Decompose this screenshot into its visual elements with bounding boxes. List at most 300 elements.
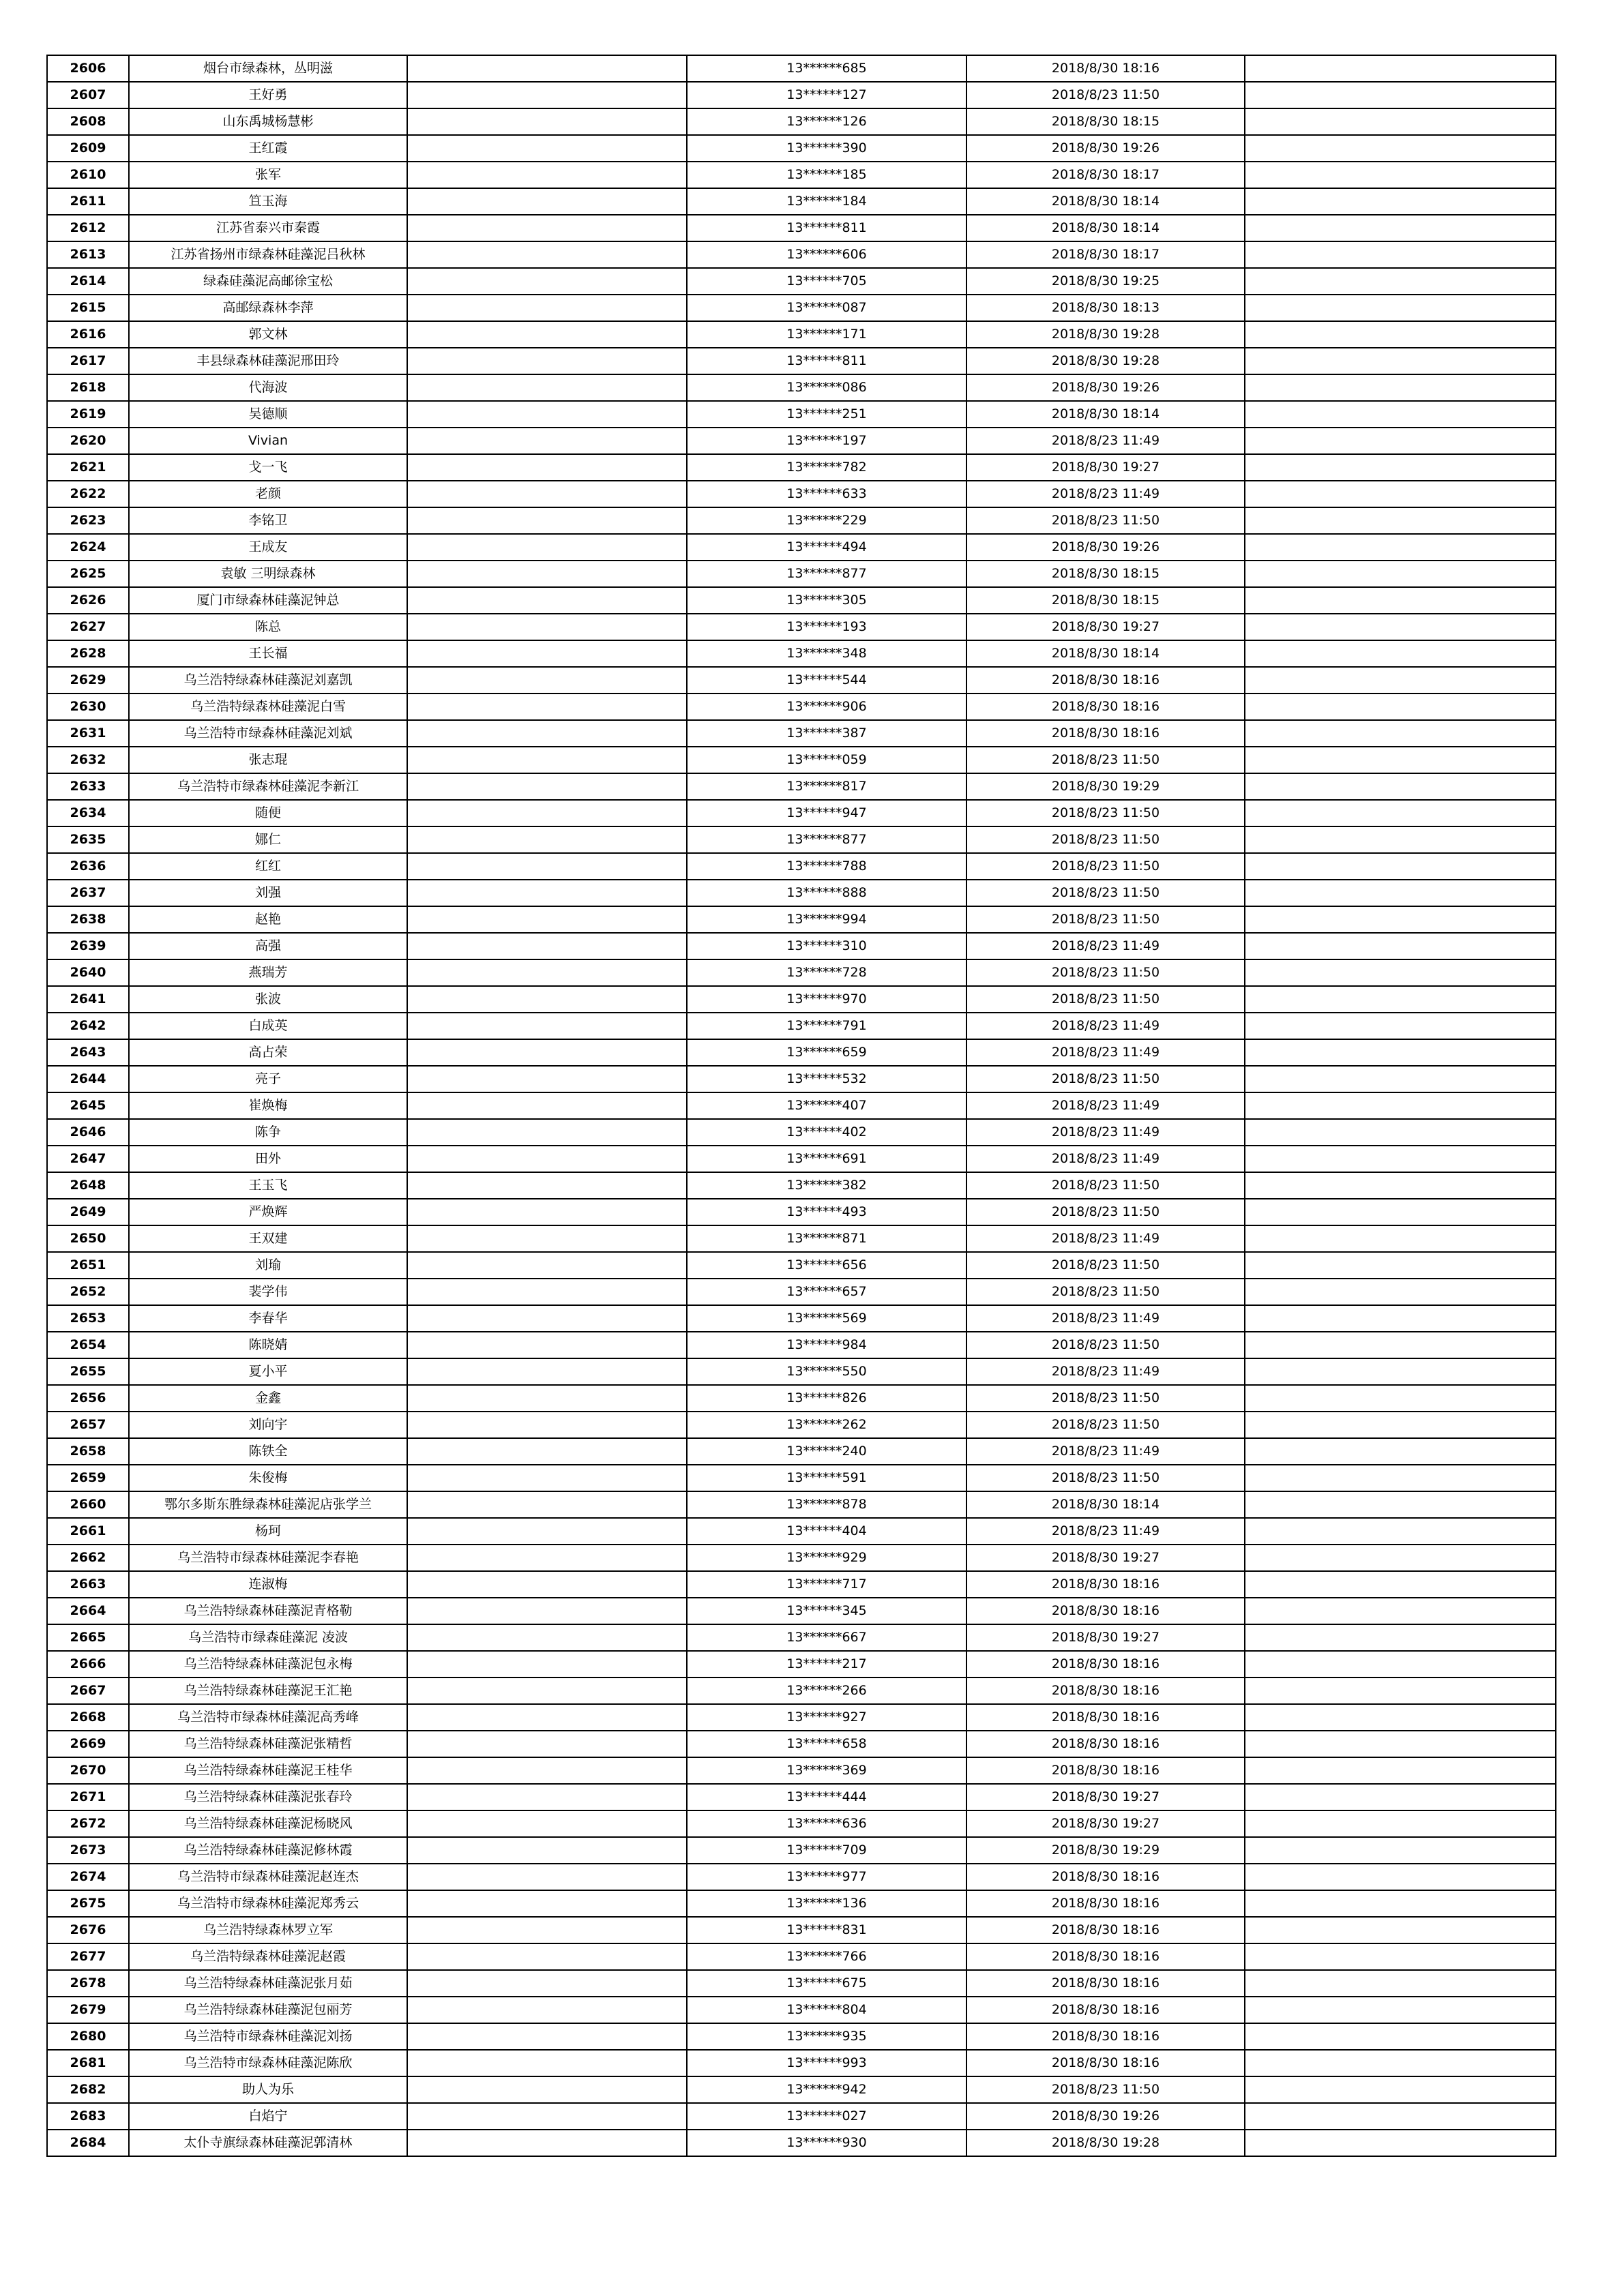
- row-number-cell: 2662: [47, 1545, 129, 1571]
- empty-cell: [1245, 1943, 1556, 1970]
- time-cell: 2018/8/30 18:14: [966, 1491, 1245, 1518]
- empty-cell: [1245, 1039, 1556, 1066]
- row-number-cell: 2682: [47, 2076, 129, 2103]
- empty-cell: [1245, 162, 1556, 188]
- time-cell: 2018/8/30 18:17: [966, 162, 1245, 188]
- time-cell: 2018/8/23 11:49: [966, 1039, 1245, 1066]
- phone-cell: 13******766: [687, 1943, 966, 1970]
- phone-cell: 13******709: [687, 1837, 966, 1864]
- table-row: [47, 321, 1556, 348]
- row-number-cell: 2606: [47, 55, 129, 82]
- name-cell: 陈铁全: [129, 1438, 407, 1465]
- empty-cell: [1245, 1864, 1556, 1890]
- empty-cell: [1245, 1225, 1556, 1252]
- name-cell: 陈总: [129, 614, 407, 640]
- name-cell: 乌兰浩特绿森林硅藻泥包永梅: [129, 1651, 407, 1678]
- phone-cell: 13******717: [687, 1571, 966, 1598]
- table-row: [47, 1199, 1556, 1225]
- row-number-cell: 2614: [47, 268, 129, 295]
- name-cell: 乌兰浩特绿森林硅藻泥赵霞: [129, 1943, 407, 1970]
- phone-cell: 13******444: [687, 1784, 966, 1810]
- empty-cell: [1245, 374, 1556, 401]
- time-cell: 2018/8/30 18:16: [966, 1970, 1245, 1997]
- empty-cell: [1245, 1810, 1556, 1837]
- row-number-cell: 2652: [47, 1279, 129, 1305]
- empty-cell: [407, 773, 687, 800]
- empty-cell: [407, 986, 687, 1013]
- table-row: [47, 1518, 1556, 1545]
- row-number-cell: 2647: [47, 1146, 129, 1172]
- empty-cell: [407, 2076, 687, 2103]
- empty-cell: [1245, 1438, 1556, 1465]
- name-cell: 王玉飞: [129, 1172, 407, 1199]
- empty-cell: [407, 1013, 687, 1039]
- time-cell: 2018/8/23 11:50: [966, 1252, 1245, 1279]
- empty-cell: [407, 1864, 687, 1890]
- row-number-cell: 2681: [47, 2050, 129, 2076]
- empty-cell: [407, 1491, 687, 1518]
- empty-cell: [407, 1678, 687, 1704]
- phone-cell: 13******171: [687, 321, 966, 348]
- table-row: [47, 826, 1556, 853]
- row-number-cell: 2637: [47, 880, 129, 906]
- row-number-cell: 2615: [47, 295, 129, 321]
- time-cell: 2018/8/30 19:29: [966, 773, 1245, 800]
- phone-cell: 13******532: [687, 1066, 966, 1092]
- empty-cell: [407, 1704, 687, 1731]
- phone-cell: 13******127: [687, 82, 966, 108]
- row-number-cell: 2618: [47, 374, 129, 401]
- time-cell: 2018/8/23 11:49: [966, 1225, 1245, 1252]
- row-number-cell: 2625: [47, 561, 129, 587]
- row-number-cell: 2679: [47, 1997, 129, 2023]
- table-row: [47, 188, 1556, 215]
- row-number-cell: 2663: [47, 1571, 129, 1598]
- time-cell: 2018/8/23 11:50: [966, 826, 1245, 853]
- empty-cell: [1245, 534, 1556, 561]
- empty-cell: [1245, 906, 1556, 933]
- name-cell: 高强: [129, 933, 407, 959]
- name-cell: 裴学伟: [129, 1279, 407, 1305]
- name-cell: 陈争: [129, 1119, 407, 1146]
- row-number-cell: 2657: [47, 1412, 129, 1438]
- phone-cell: 13******877: [687, 561, 966, 587]
- phone-cell: 13******691: [687, 1146, 966, 1172]
- name-cell: 杨珂: [129, 1518, 407, 1545]
- time-cell: 2018/8/30 18:15: [966, 561, 1245, 587]
- row-number-cell: 2669: [47, 1731, 129, 1757]
- name-cell: 乌兰浩特市绿森林硅藻泥郑秀云: [129, 1890, 407, 1917]
- empty-cell: [407, 1784, 687, 1810]
- table-row: [47, 1491, 1556, 1518]
- empty-cell: [407, 614, 687, 640]
- name-cell: 夏小平: [129, 1358, 407, 1385]
- row-number-cell: 2671: [47, 1784, 129, 1810]
- table-row: [47, 1172, 1556, 1199]
- time-cell: 2018/8/30 19:25: [966, 268, 1245, 295]
- table-row: [47, 401, 1556, 428]
- time-cell: 2018/8/30 18:16: [966, 1997, 1245, 2023]
- empty-cell: [1245, 1731, 1556, 1757]
- name-cell: 王长福: [129, 640, 407, 667]
- phone-cell: 13******493: [687, 1199, 966, 1225]
- phone-cell: 13******305: [687, 587, 966, 614]
- empty-cell: [407, 1438, 687, 1465]
- time-cell: 2018/8/30 18:16: [966, 667, 1245, 694]
- empty-cell: [407, 667, 687, 694]
- name-cell: 吴德顺: [129, 401, 407, 428]
- name-cell: 连淑梅: [129, 1571, 407, 1598]
- phone-cell: 13******402: [687, 1119, 966, 1146]
- table-row: [47, 2130, 1556, 2156]
- phone-cell: 13******930: [687, 2130, 966, 2156]
- empty-cell: [1245, 1013, 1556, 1039]
- name-cell: 严焕辉: [129, 1199, 407, 1225]
- row-number-cell: 2664: [47, 1598, 129, 1624]
- empty-cell: [1245, 428, 1556, 454]
- name-cell: 乌兰浩特绿森林硅藻泥张春玲: [129, 1784, 407, 1810]
- time-cell: 2018/8/23 11:50: [966, 507, 1245, 534]
- row-number-cell: 2655: [47, 1358, 129, 1385]
- name-cell: 太仆寺旗绿森林硅藻泥郭清林: [129, 2130, 407, 2156]
- empty-cell: [407, 1598, 687, 1624]
- table-row: [47, 1066, 1556, 1092]
- time-cell: 2018/8/23 11:50: [966, 986, 1245, 1013]
- phone-cell: 13******656: [687, 1252, 966, 1279]
- time-cell: 2018/8/23 11:49: [966, 1358, 1245, 1385]
- records-table: [46, 55, 1556, 2157]
- empty-cell: [407, 1545, 687, 1571]
- empty-cell: [1245, 1119, 1556, 1146]
- empty-cell: [407, 1119, 687, 1146]
- row-number-cell: 2661: [47, 1518, 129, 1545]
- row-number-cell: 2617: [47, 348, 129, 374]
- table-row: [47, 1970, 1556, 1997]
- empty-cell: [407, 1332, 687, 1358]
- empty-cell: [1245, 1252, 1556, 1279]
- time-cell: 2018/8/30 18:14: [966, 188, 1245, 215]
- empty-cell: [1245, 1545, 1556, 1571]
- time-cell: 2018/8/30 18:16: [966, 1678, 1245, 1704]
- name-cell: 戈一飞: [129, 454, 407, 481]
- row-number-cell: 2629: [47, 667, 129, 694]
- empty-cell: [1245, 1491, 1556, 1518]
- time-cell: 2018/8/30 18:16: [966, 1598, 1245, 1624]
- row-number-cell: 2620: [47, 428, 129, 454]
- row-number-cell: 2640: [47, 959, 129, 986]
- empty-cell: [1245, 1199, 1556, 1225]
- row-number-cell: 2650: [47, 1225, 129, 1252]
- table-row: [47, 241, 1556, 268]
- name-cell: 赵艳: [129, 906, 407, 933]
- empty-cell: [1245, 1465, 1556, 1491]
- row-number-cell: 2660: [47, 1491, 129, 1518]
- time-cell: 2018/8/30 19:28: [966, 2130, 1245, 2156]
- row-number-cell: 2656: [47, 1385, 129, 1412]
- empty-cell: [1245, 773, 1556, 800]
- time-cell: 2018/8/30 18:16: [966, 1890, 1245, 1917]
- empty-cell: [1245, 986, 1556, 1013]
- name-cell: 亮子: [129, 1066, 407, 1092]
- table-row: [47, 1332, 1556, 1358]
- time-cell: 2018/8/30 18:16: [966, 2023, 1245, 2050]
- empty-cell: [1245, 826, 1556, 853]
- time-cell: 2018/8/23 11:50: [966, 1172, 1245, 1199]
- empty-cell: [407, 1146, 687, 1172]
- phone-cell: 13******657: [687, 1279, 966, 1305]
- phone-cell: 13******185: [687, 162, 966, 188]
- time-cell: 2018/8/30 18:15: [966, 587, 1245, 614]
- empty-cell: [407, 1571, 687, 1598]
- empty-cell: [1245, 1598, 1556, 1624]
- row-number-cell: 2667: [47, 1678, 129, 1704]
- empty-cell: [1245, 1757, 1556, 1784]
- row-number-cell: 2668: [47, 1704, 129, 1731]
- empty-cell: [1245, 1146, 1556, 1172]
- empty-cell: [407, 1890, 687, 1917]
- phone-cell: 13******348: [687, 640, 966, 667]
- row-number-cell: 2684: [47, 2130, 129, 2156]
- phone-cell: 13******310: [687, 933, 966, 959]
- phone-cell: 13******369: [687, 1757, 966, 1784]
- empty-cell: [1245, 295, 1556, 321]
- name-cell: 乌兰浩特市绿森林硅藻泥刘斌: [129, 720, 407, 747]
- row-number-cell: 2683: [47, 2103, 129, 2130]
- row-number-cell: 2632: [47, 747, 129, 773]
- phone-cell: 13******811: [687, 348, 966, 374]
- empty-cell: [407, 800, 687, 826]
- time-cell: 2018/8/30 18:16: [966, 1943, 1245, 1970]
- phone-cell: 13******831: [687, 1917, 966, 1943]
- empty-cell: [407, 268, 687, 295]
- empty-cell: [1245, 1305, 1556, 1332]
- table-row: [47, 374, 1556, 401]
- name-cell: 红红: [129, 853, 407, 880]
- phone-cell: 13******126: [687, 108, 966, 135]
- row-number-cell: 2627: [47, 614, 129, 640]
- empty-cell: [407, 241, 687, 268]
- phone-cell: 13******658: [687, 1731, 966, 1757]
- row-number-cell: 2638: [47, 906, 129, 933]
- empty-cell: [1245, 481, 1556, 507]
- time-cell: 2018/8/30 18:16: [966, 55, 1245, 82]
- row-number-cell: 2623: [47, 507, 129, 534]
- table-row: [47, 1864, 1556, 1890]
- records-table-body: [47, 55, 1556, 2156]
- name-cell: 江苏省扬州市绿森林硅藻泥吕秋林: [129, 241, 407, 268]
- time-cell: 2018/8/23 11:49: [966, 481, 1245, 507]
- empty-cell: [407, 534, 687, 561]
- time-cell: 2018/8/30 19:27: [966, 614, 1245, 640]
- table-row: [47, 1438, 1556, 1465]
- phone-cell: 13******569: [687, 1305, 966, 1332]
- time-cell: 2018/8/23 11:50: [966, 82, 1245, 108]
- time-cell: 2018/8/30 19:27: [966, 1810, 1245, 1837]
- empty-cell: [407, 561, 687, 587]
- time-cell: 2018/8/30 18:16: [966, 1757, 1245, 1784]
- name-cell: 乌兰浩特绿森林硅藻泥张月茹: [129, 1970, 407, 1997]
- name-cell: 乌兰浩特绿森林硅藻泥王桂华: [129, 1757, 407, 1784]
- time-cell: 2018/8/23 11:49: [966, 1013, 1245, 1039]
- time-cell: 2018/8/23 11:50: [966, 1279, 1245, 1305]
- phone-cell: 13******826: [687, 1385, 966, 1412]
- empty-cell: [1245, 268, 1556, 295]
- empty-cell: [407, 1810, 687, 1837]
- time-cell: 2018/8/30 18:14: [966, 215, 1245, 241]
- empty-cell: [1245, 1890, 1556, 1917]
- name-cell: 乌兰浩特市绿森林硅藻泥李春艳: [129, 1545, 407, 1571]
- phone-cell: 13******927: [687, 1704, 966, 1731]
- empty-cell: [407, 2130, 687, 2156]
- table-row: [47, 1013, 1556, 1039]
- row-number-cell: 2609: [47, 135, 129, 162]
- table-row: [47, 481, 1556, 507]
- phone-cell: 13******262: [687, 1412, 966, 1438]
- table-row: [47, 694, 1556, 720]
- phone-cell: 13******136: [687, 1890, 966, 1917]
- phone-cell: 13******390: [687, 135, 966, 162]
- table-row: [47, 1837, 1556, 1864]
- row-number-cell: 2665: [47, 1624, 129, 1651]
- table-row: [47, 135, 1556, 162]
- table-row: [47, 1943, 1556, 1970]
- phone-cell: 13******811: [687, 215, 966, 241]
- phone-cell: 13******675: [687, 1970, 966, 1997]
- empty-cell: [1245, 880, 1556, 906]
- table-row: [47, 2103, 1556, 2130]
- empty-cell: [407, 1092, 687, 1119]
- empty-cell: [407, 933, 687, 959]
- phone-cell: 13******087: [687, 295, 966, 321]
- table-row: [47, 55, 1556, 82]
- time-cell: 2018/8/30 19:27: [966, 1624, 1245, 1651]
- phone-cell: 13******086: [687, 374, 966, 401]
- empty-cell: [1245, 454, 1556, 481]
- name-cell: 乌兰浩特市绿森林硅藻泥高秀峰: [129, 1704, 407, 1731]
- empty-cell: [1245, 1624, 1556, 1651]
- empty-cell: [1245, 135, 1556, 162]
- name-cell: 白成英: [129, 1013, 407, 1039]
- empty-cell: [1245, 2076, 1556, 2103]
- empty-cell: [407, 1651, 687, 1678]
- name-cell: 乌兰浩特市绿森林硅藻泥李新江: [129, 773, 407, 800]
- row-number-cell: 2643: [47, 1039, 129, 1066]
- table-row: [47, 1412, 1556, 1438]
- empty-cell: [1245, 2103, 1556, 2130]
- empty-cell: [1245, 587, 1556, 614]
- name-cell: 李铭卫: [129, 507, 407, 534]
- row-number-cell: 2611: [47, 188, 129, 215]
- table-row: [47, 1997, 1556, 2023]
- empty-cell: [407, 1039, 687, 1066]
- empty-cell: [1245, 561, 1556, 587]
- phone-cell: 13******788: [687, 853, 966, 880]
- name-cell: 高邮绿森林李萍: [129, 295, 407, 321]
- table-row: [47, 1146, 1556, 1172]
- empty-cell: [407, 694, 687, 720]
- time-cell: 2018/8/23 11:50: [966, 1066, 1245, 1092]
- row-number-cell: 2633: [47, 773, 129, 800]
- name-cell: 乌兰浩特绿森林硅藻泥白雪: [129, 694, 407, 720]
- row-number-cell: 2635: [47, 826, 129, 853]
- phone-cell: 13******685: [687, 55, 966, 82]
- empty-cell: [407, 1358, 687, 1385]
- empty-cell: [407, 747, 687, 773]
- row-number-cell: 2649: [47, 1199, 129, 1225]
- time-cell: 2018/8/30 18:16: [966, 1704, 1245, 1731]
- empty-cell: [407, 1465, 687, 1491]
- row-number-cell: 2621: [47, 454, 129, 481]
- name-cell: 助人为乐: [129, 2076, 407, 2103]
- empty-cell: [1245, 2130, 1556, 2156]
- empty-cell: [407, 481, 687, 507]
- phone-cell: 13******636: [687, 1810, 966, 1837]
- empty-cell: [1245, 507, 1556, 534]
- time-cell: 2018/8/23 11:50: [966, 959, 1245, 986]
- table-row: [47, 773, 1556, 800]
- name-cell: 袁敏 三明绿森林: [129, 561, 407, 587]
- row-number-cell: 2630: [47, 694, 129, 720]
- empty-cell: [1245, 1997, 1556, 2023]
- time-cell: 2018/8/30 18:16: [966, 720, 1245, 747]
- table-row: [47, 1039, 1556, 1066]
- time-cell: 2018/8/30 18:13: [966, 295, 1245, 321]
- empty-cell: [407, 1731, 687, 1757]
- phone-cell: 13******791: [687, 1013, 966, 1039]
- row-number-cell: 2678: [47, 1970, 129, 1997]
- name-cell: Vivian: [129, 428, 407, 454]
- time-cell: 2018/8/23 11:49: [966, 1146, 1245, 1172]
- empty-cell: [1245, 1678, 1556, 1704]
- table-row: [47, 1784, 1556, 1810]
- empty-cell: [1245, 188, 1556, 215]
- phone-cell: 13******251: [687, 401, 966, 428]
- name-cell: 乌兰浩特绿森林硅藻泥杨晓风: [129, 1810, 407, 1837]
- time-cell: 2018/8/23 11:50: [966, 1465, 1245, 1491]
- empty-cell: [407, 1199, 687, 1225]
- empty-cell: [1245, 1970, 1556, 1997]
- time-cell: 2018/8/30 18:14: [966, 401, 1245, 428]
- name-cell: 田外: [129, 1146, 407, 1172]
- row-number-cell: 2622: [47, 481, 129, 507]
- phone-cell: 13******229: [687, 507, 966, 534]
- phone-cell: 13******382: [687, 1172, 966, 1199]
- phone-cell: 13******667: [687, 1624, 966, 1651]
- empty-cell: [407, 720, 687, 747]
- empty-cell: [1245, 1704, 1556, 1731]
- phone-cell: 13******659: [687, 1039, 966, 1066]
- time-cell: 2018/8/30 19:26: [966, 135, 1245, 162]
- name-cell: 绿森硅藻泥高邮徐宝松: [129, 268, 407, 295]
- phone-cell: 13******994: [687, 906, 966, 933]
- name-cell: 张军: [129, 162, 407, 188]
- phone-cell: 13******197: [687, 428, 966, 454]
- table-row: [47, 2050, 1556, 2076]
- row-number-cell: 2608: [47, 108, 129, 135]
- empty-cell: [407, 2103, 687, 2130]
- row-number-cell: 2658: [47, 1438, 129, 1465]
- time-cell: 2018/8/30 18:16: [966, 1571, 1245, 1598]
- name-cell: 乌兰浩特市绿森林硅藻泥刘扬: [129, 2023, 407, 2050]
- phone-cell: 13******977: [687, 1864, 966, 1890]
- empty-cell: [1245, 667, 1556, 694]
- table-row: [47, 1092, 1556, 1119]
- row-number-cell: 2670: [47, 1757, 129, 1784]
- table-row: [47, 853, 1556, 880]
- row-number-cell: 2642: [47, 1013, 129, 1039]
- row-number-cell: 2610: [47, 162, 129, 188]
- table-row: [47, 1757, 1556, 1784]
